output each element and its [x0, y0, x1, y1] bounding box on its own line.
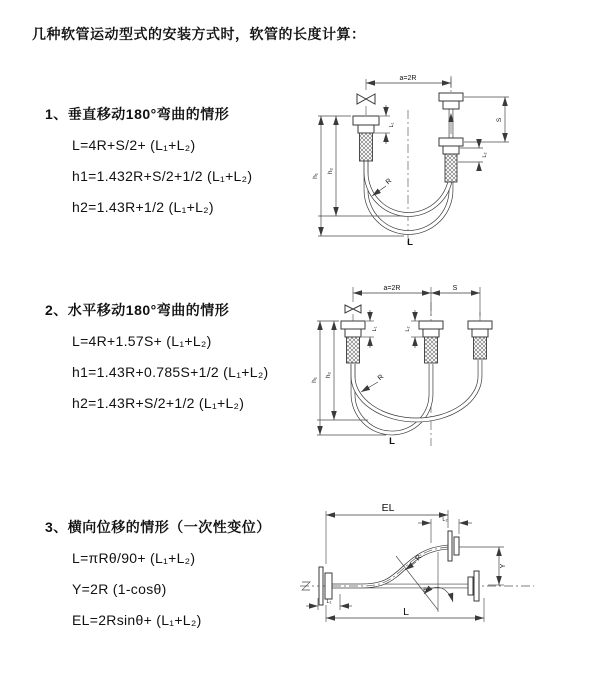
d1-dim-label-a2r: a=2R [399, 75, 417, 82]
section-1-formula-L: L=4R+S/2+ (L₁+L₂) [72, 137, 196, 153]
section-3-heading: 3、横向位移的情形（一次性变位） [45, 519, 271, 535]
section-1 [45, 107, 252, 215]
d2-dim-label-l: L [389, 436, 395, 447]
d2-dim-label-h2: h₂ [325, 371, 332, 379]
d2-dim-label-s: S [452, 285, 458, 292]
d2-dim-label-l1: L₁ [372, 326, 378, 332]
right-fitting-up [439, 93, 463, 109]
d1-dim-label-s: S [496, 117, 503, 123]
section-2-formula-h1: h1=1.43R+0.785S+1/2 (L₁+L₂) [72, 364, 269, 380]
section-2-formula-L: L=4R+1.57S+ (L₁+L₂) [72, 333, 212, 349]
section-2-heading: 2、水平移动180°弯曲的情形 [45, 302, 230, 318]
d2-dim-label-r: R [376, 373, 386, 383]
section-3-formula-L: L=πRθ/90+ (L₁+L₂) [72, 550, 196, 566]
d1-dim-label-h1: h₁ [312, 173, 319, 179]
section-1-formula-h1: h1=1.432R+S/2+1/2 (L₁+L₂) [72, 168, 253, 184]
valve-icon [357, 94, 375, 104]
d2-dim-label-h1: h₁ [311, 377, 318, 383]
diagram-vertical-180-bend [308, 68, 593, 263]
hose-displaced-position [332, 547, 448, 586]
d3-dim-label-l1: L₁ [326, 599, 332, 605]
page-title: 几种软管运动型式的安装方式时，软管的长度计算： [32, 26, 366, 42]
right-fitting [468, 321, 492, 359]
diagram-lateral-displacement [298, 498, 598, 663]
right-fitting-down [439, 138, 463, 182]
d3-dim-label-l2: L₂ [442, 517, 448, 523]
d1-dim-label-r: R [384, 177, 394, 187]
section-2 [45, 303, 269, 411]
d2-dim-label-a2r: a=2R [383, 285, 401, 292]
section-3-formula-Y: Y=2R (1-cosθ) [72, 581, 167, 597]
section-2-formula-h2: h2=1.43R+S/2+1/2 (L₁+L₂) [72, 395, 245, 411]
right-fitting-raised [448, 531, 459, 561]
section-1-heading: 1、垂直移动180°弯曲的情形 [45, 106, 230, 122]
d1-dim-label-h2: h₂ [327, 167, 334, 175]
d1-dim-label-l: L [407, 237, 413, 248]
d3-dim-label-l: L [403, 606, 409, 618]
section-1-formula-h2: h2=1.43R+1/2 (L₁+L₂) [72, 199, 214, 215]
d2-dim-label-l2: L₂ [405, 326, 411, 332]
hose-down-position [366, 160, 451, 233]
d3-dim-label-theta: θ [423, 587, 427, 594]
valve-icon [345, 305, 361, 313]
d3-dim-label-r: R [414, 553, 424, 563]
middle-fitting [419, 321, 443, 363]
d3-dim-label-el: EL [381, 502, 395, 514]
left-fitting [341, 321, 365, 363]
right-fitting-straight [468, 571, 479, 601]
hose-position-2 [353, 360, 480, 420]
left-fitting [353, 116, 379, 161]
d3-dim-label-y: Y [500, 563, 507, 569]
diagram-horizontal-180-bend [308, 278, 593, 463]
section-3-formula-EL: EL=2Rsinθ+ (L₁+L₂) [72, 612, 202, 628]
d1-dim-label-l1: L₁ [389, 122, 395, 128]
section-3 [45, 520, 271, 628]
d1-dim-label-l2: L₂ [482, 152, 488, 158]
